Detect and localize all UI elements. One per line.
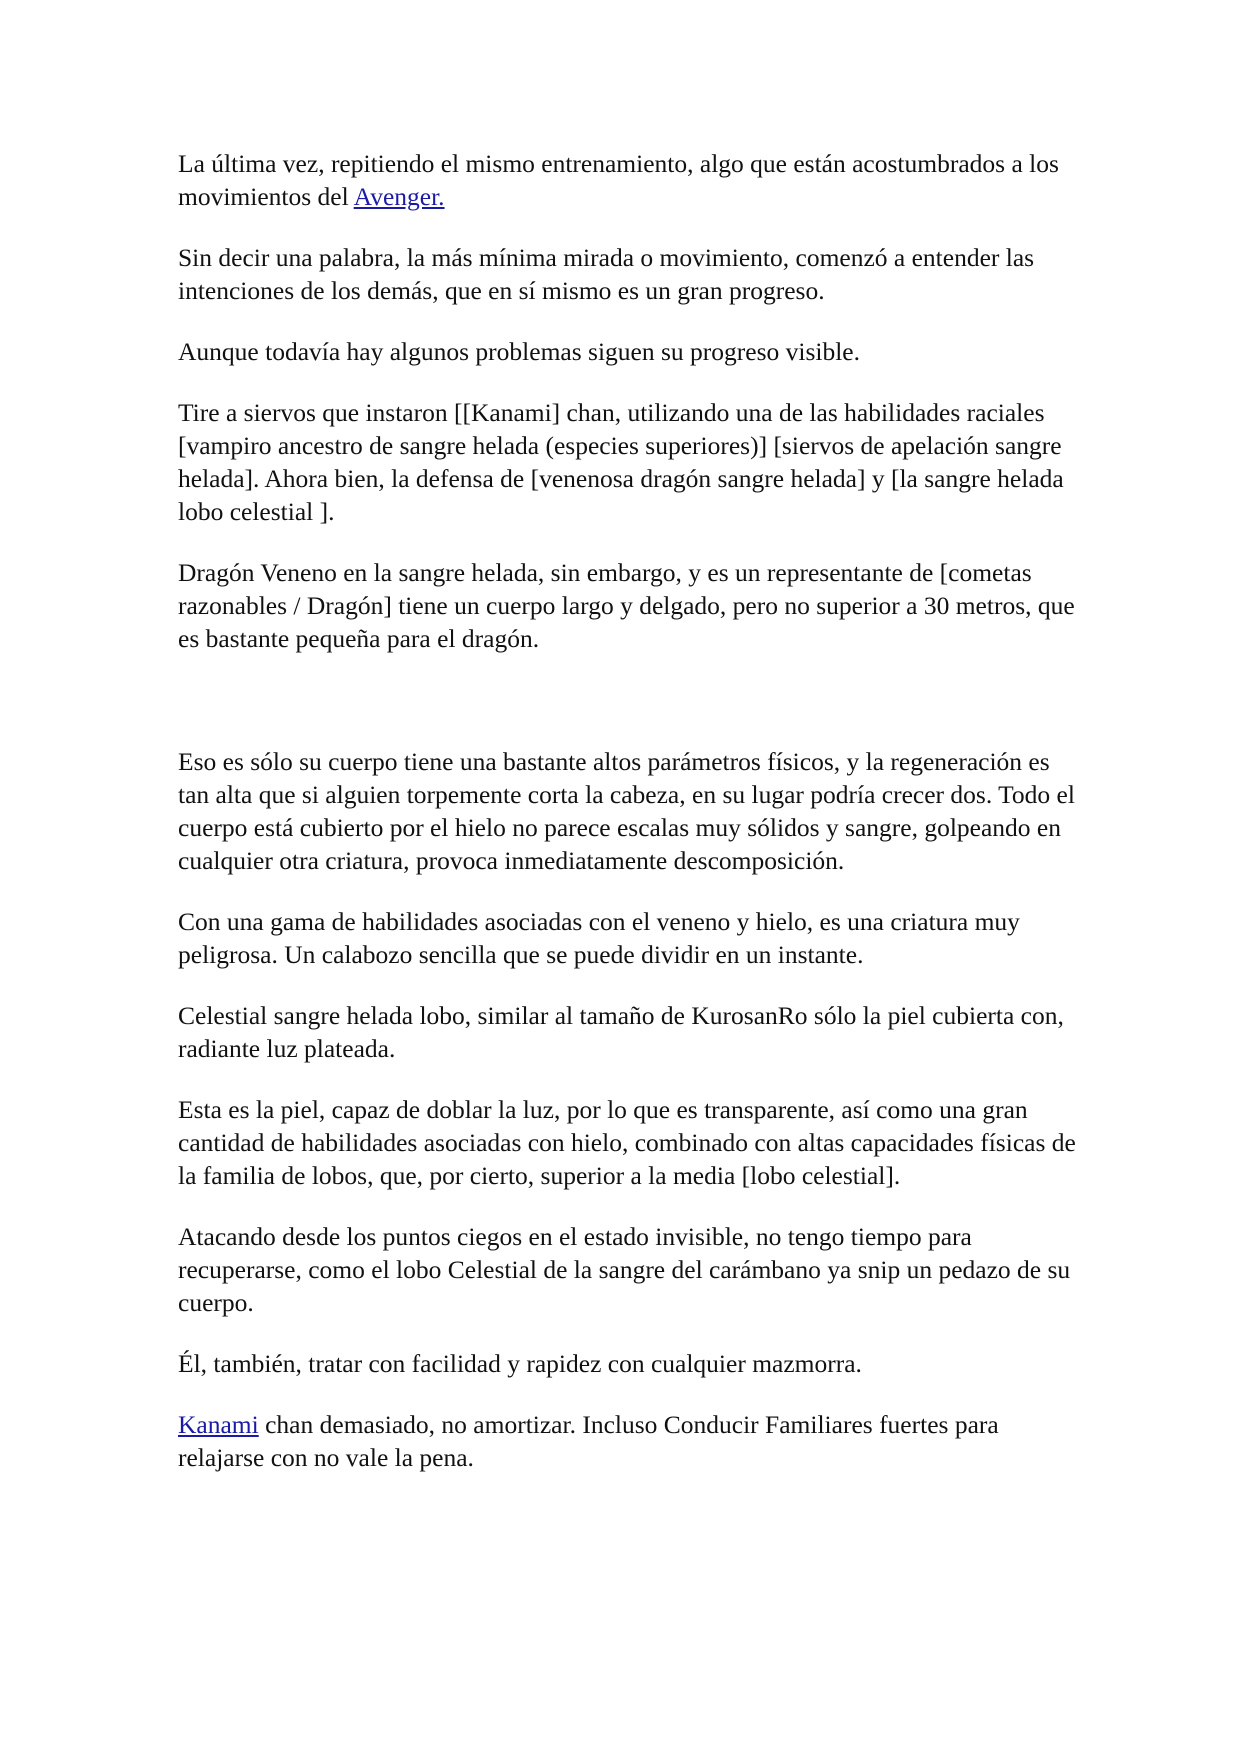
paragraph-5: Dragón Veneno en la sangre helada, sin embargo, y es un representante de [cometas razonables / Dragón] tiene un cuerpo largo y delgado, pero no superior a 30 metros, que es bastante pequeña para el dragón. (178, 558, 1075, 653)
paragraph-6: Eso es sólo su cuerpo tiene una bastante altos parámetros físicos, y la regeneración es tan alta que si alguien torpemente corta la cabeza, en su lugar podría crecer dos. Todo el cuerpo está cubierto por el hielo no parece escalas muy sólidos y sangre, golpeando en cualquier otra criatura, provoca inmediatamente descomposición. (178, 747, 1075, 875)
paragraph-10: Atacando desde los puntos ciegos en el estado invisible, no tengo tiempo para recuperarse, como el lobo Celestial de la sangre del carámbano ya snip un pedazo de su cuerpo. (178, 1222, 1071, 1317)
paragraph-12-text: chan demasiado, no amortizar. Incluso Conducir Familiares fuertes para relajarse con no vale la pena. (178, 1410, 999, 1472)
paragraph-3: Aunque todavía hay algunos problemas siguen su progreso visible. (178, 337, 861, 366)
paragraph-9: Esta es la piel, capaz de doblar la luz, por lo que es transparente, así como una gran cantidad de habilidades asociadas con hielo, combinado con altas capacidades físicas de la familia de lobos, que, por cierto, superior a la media [lobo celestial]. (178, 1095, 1076, 1190)
paragraph-8: Celestial sangre helada lobo, similar al tamaño de KurosanRo sólo la piel cubierta con, radiante luz plateada. (178, 1001, 1064, 1063)
paragraph-7: Con una gama de habilidades asociadas con el veneno y hielo, es una criatura muy peligrosa. Un calabozo sencilla que se puede dividir en un instante. (178, 907, 1020, 969)
document-body (178, 147, 1078, 1502)
paragraph-12 (178, 1408, 1078, 1474)
paragraph-11: Él, también, tratar con facilidad y rapidez con cualquier mazmorra. (178, 1349, 862, 1378)
paragraph-4: Tire a siervos que instaron [[Kanami] chan, utilizando una de las habilidades raciales [vampiro ancestro de sangre helada (especies superiores)] [siervos de apelación sangre helada]. Ahora bien, la defensa de [venenosa dragón sangre helada] y [la sangre helada lobo celestial ]. (178, 398, 1064, 526)
paragraph-1 (178, 147, 1078, 213)
avenger-link[interactable]: Avenger. (353, 182, 445, 211)
paragraph-1-text: La última vez, repitiendo el mismo entrenamiento, algo que están acostumbrados a los movimientos del (178, 149, 1059, 211)
kanami-link[interactable]: Kanami (178, 1410, 259, 1439)
paragraph-2: Sin decir una palabra, la más mínima mirada o movimiento, comenzó a entender las intenciones de los demás, que en sí mismo es un gran progreso. (178, 243, 1035, 305)
